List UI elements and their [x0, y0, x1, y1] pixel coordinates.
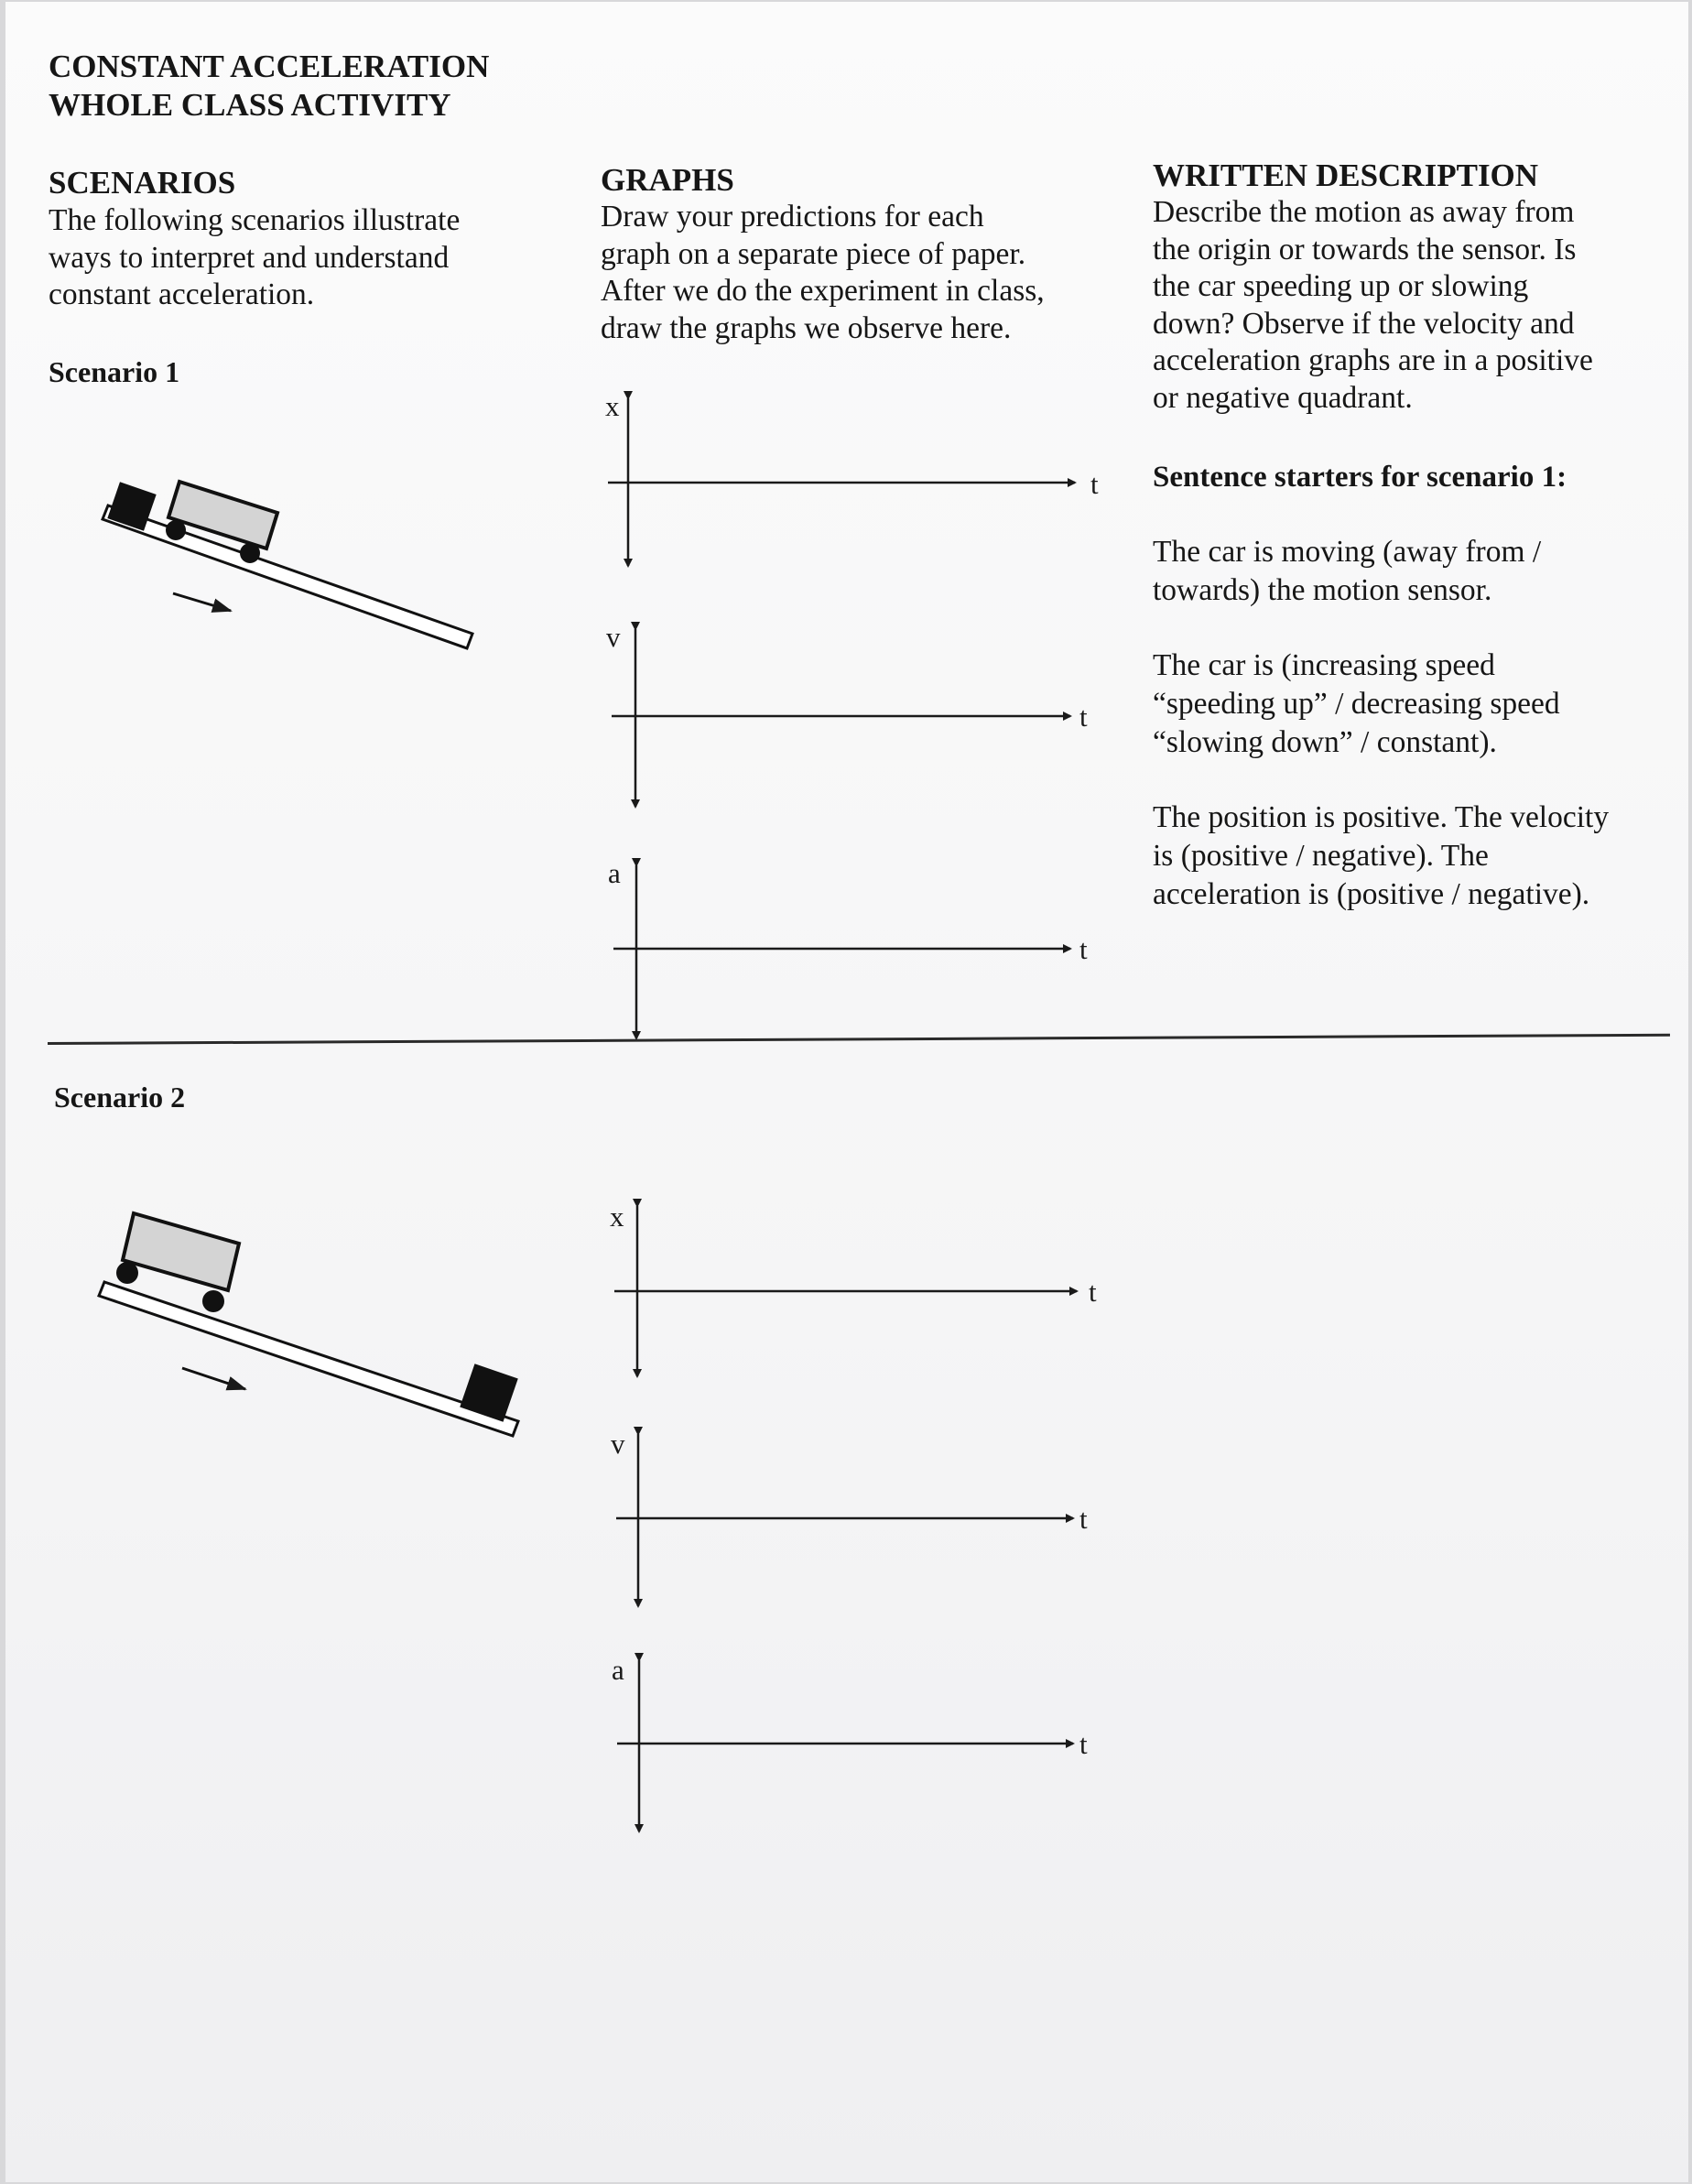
starter-line: is (positive / negative). The: [1153, 839, 1489, 873]
axis-label-a: a: [608, 857, 621, 889]
axis-label-t: t: [1079, 1728, 1088, 1760]
ramp: [103, 505, 472, 648]
scenario-1-label: Scenario 1: [49, 355, 180, 388]
sentence-starters-heading: Sentence starters for scenario 1:: [1153, 461, 1567, 494]
cart-wheel: [166, 520, 186, 540]
axis-label-t: t: [1090, 468, 1099, 500]
starter-line: The position is positive. The velocity: [1153, 800, 1610, 834]
written-line: down? Observe if the velocity and: [1153, 306, 1575, 341]
written-line: acceleration graphs are in a positive: [1153, 343, 1593, 377]
scenario-2-illustration: [99, 1213, 518, 1436]
scenario-1-illustration: [103, 482, 472, 648]
starter-line: The car is moving (away from /: [1153, 535, 1542, 569]
written-description-heading: WRITTEN DESCRIPTION: [1153, 158, 1539, 193]
axis-label-a: a: [612, 1654, 624, 1686]
axis-label-v: v: [606, 621, 621, 653]
axis-label-t: t: [1079, 933, 1088, 965]
cart-body: [123, 1213, 239, 1290]
direction-arrow-icon: [173, 593, 231, 611]
starter-line: “speeding up” / decreasing speed: [1153, 687, 1560, 721]
starter-line: towards) the motion sensor.: [1153, 573, 1492, 607]
scenario-1-velocity-graph: [606, 621, 1088, 807]
scenario-2-position-graph: [610, 1201, 1097, 1376]
cart-wheel: [116, 1262, 138, 1284]
graphs-instructions-line: Draw your predictions for each: [601, 200, 984, 234]
written-line: the car speeding up or slowing: [1153, 269, 1529, 303]
scenario-1-position-graph: [605, 390, 1099, 566]
scenario-2-acceleration-graph: [612, 1654, 1088, 1831]
written-line: the origin or towards the sensor. Is: [1153, 232, 1577, 266]
axis-label-x: x: [610, 1201, 624, 1233]
starter-line: “slowing down” / constant).: [1153, 725, 1497, 759]
cart-wheel: [240, 543, 260, 563]
title-line-2: WHOLE CLASS ACTIVITY: [49, 87, 451, 123]
axis-label-t: t: [1089, 1276, 1097, 1308]
scenarios-intro-line: constant acceleration.: [49, 277, 315, 311]
axis-label-v: v: [611, 1428, 625, 1460]
direction-arrow-icon: [182, 1368, 245, 1389]
cart-wheel: [202, 1290, 224, 1312]
starter-line: The car is (increasing speed: [1153, 648, 1495, 682]
title-line-1: CONSTANT ACCELERATION: [49, 49, 490, 84]
worksheet-page: [5, 2, 1688, 2182]
graphs-instructions-line: graph on a separate piece of paper.: [601, 236, 1026, 271]
graphs-instructions-line: draw the graphs we observe here.: [601, 310, 1012, 345]
axis-label-t: t: [1079, 701, 1088, 733]
scenarios-intro-line: ways to interpret and understand: [49, 240, 450, 275]
axis-label-x: x: [605, 390, 620, 422]
scenario-2-velocity-graph: [611, 1428, 1088, 1606]
written-line: Describe the motion as away from: [1153, 195, 1575, 229]
figures-layer: [5, 2, 1688, 2182]
graphs-instructions-line: After we do the experiment in class,: [601, 274, 1045, 308]
scenarios-heading: SCENARIOS: [49, 165, 236, 201]
scenarios-intro-line: The following scenarios illustrate: [49, 203, 461, 237]
axis-label-t: t: [1079, 1503, 1088, 1535]
ramp: [99, 1282, 518, 1436]
scenario-1-acceleration-graph: [608, 857, 1088, 1038]
written-line: or negative quadrant.: [1153, 380, 1413, 415]
graphs-heading: GRAPHS: [601, 162, 734, 198]
scenario-2-label: Scenario 2: [54, 1081, 186, 1114]
starter-line: acceleration is (positive / negative).: [1153, 877, 1590, 911]
